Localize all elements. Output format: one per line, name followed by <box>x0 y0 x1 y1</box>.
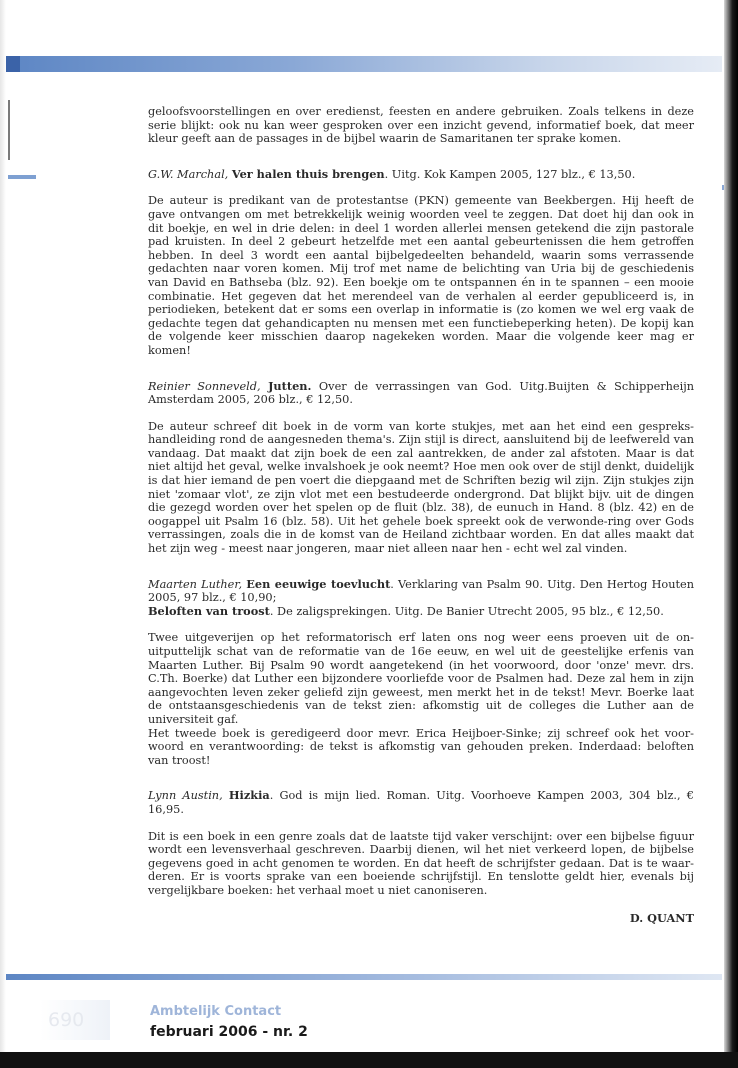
review-details: . Verklaring van Psalm 90. Uitg. Den Hertog Houten 2005, 97 blz., € 10,90; <box>148 577 694 605</box>
review-author: Maarten Luther, <box>148 577 243 591</box>
review-author: Lynn Austin, <box>148 789 223 803</box>
reviewer-signature: D. QUANT <box>629 910 694 925</box>
review-body-continued: Het tweede boek is geredigeerd door mevr. Erica Heijboer-Sinke; zij schreef ook het voor-woord en verantwoording: de tekst is afkomstig van gehouden preken. Inderdaad: beloften van troost! <box>148 726 694 767</box>
page-right-edge <box>724 0 738 1068</box>
review-reference <box>148 380 694 407</box>
margin-tab <box>8 175 36 179</box>
review-author: G.W. Marchal, <box>148 167 229 181</box>
review-title-second: Beloften van troost <box>148 603 270 618</box>
review-title: Jutten. <box>268 378 312 393</box>
journal-name: Ambtelijk Contact <box>150 1004 282 1019</box>
review-details: . Uitg. Kok Kampen 2005, 127 blz., € 13,50. <box>384 167 636 181</box>
review-body: De auteur is predikant van de protestantse (PKN) gemeente van Beekbergen. Hij heeft de gave ontvangen om met betrekkelijk weinig woorden veel te zeggen. Dat doet hij dan ook in dit boekje, en wel in drie delen: in deel 1 worden allerlei mensen getekend die zijn pastorale pad kruisten. In deel 2 gebeurt hetzelfde met een aantal gebeurtenissen die hem getroffen hebben. In deel 3 wordt een aantal bijbelgedeelten behandeld, waarin soms verrassende gedachten naar voren komen. Mij trof met name de belichting van Uria bij de geschiedenis van David en Bathseba (blz. 92). Een boekje om te ontspannen én in te spannen – een mooie combinatie. Het gegeven dat het merendeel van de verhalen al eerder gepubliceerd is, in periodieken, betekent dat er soms een overlap in informatie is (zo komen we wel erg vaak de gedachte tegen dat gehandicapten nu mensen met een functiebeperking heten). De kopij kan de volgende keer misschien daarop nagekeken worden. Maar die volgende keer mag er komen! <box>148 194 694 357</box>
review-title: Ver halen thuis brengen <box>231 166 385 181</box>
review-reference <box>148 168 694 182</box>
issue-info: februari 2006 - nr. 2 <box>150 1024 308 1040</box>
article-body <box>148 105 694 925</box>
review-title: Hizkia <box>228 788 270 803</box>
page-left-shadow <box>0 0 6 1052</box>
review-reference <box>148 789 694 816</box>
margin-tick <box>722 185 724 190</box>
header-color-bar <box>6 56 722 72</box>
page-number: 690 <box>40 1000 110 1040</box>
page-bottom-edge <box>0 1052 738 1068</box>
review-reference <box>148 578 694 605</box>
review-details: Over de verrassingen van God. Uitg.Buijten & Schipperheijn Amsterdam 2005, 206 blz., € 12,50. <box>148 379 695 407</box>
review-body: Dit is een boek in een genre zoals dat de laatste tijd vaker verschijnt: over een bijbelse figuur wordt een levensverhaal geschreven. Daarbij dienen, wil het niet verkeerd lopen, de bijbelse gegevens goed in acht genomen te worden. En dat heeft de schrijfster gedaan. Dat is te waar-deren. Er is voorts sprake van een boeiende schrijfstijl. En tenslotte geldt hier, evenals bij vergelijkbare boeken: het verhaal moet u niet canoniseren. <box>148 829 694 897</box>
review-details: . God is mijn lied. Roman. Uitg. Voorhoeve Kampen 2003, 304 blz., € 16,95. <box>148 789 694 816</box>
review-author: Reinier Sonneveld, <box>148 379 261 393</box>
review-details-second: . De zaligsprekingen. Uitg. De Banier Utrecht 2005, 95 blz., € 12,50. <box>269 604 664 618</box>
review-reference-second <box>148 605 694 619</box>
margin-mark <box>8 100 10 160</box>
intro-paragraph: geloofsvoorstellingen en over eredienst, feesten en andere gebruiken. Zoals telkens in deze serie blijkt: ook nu kan weer gesproken over een inzicht gevend, informatief boek, dat meer kleur geeft aan de passages in de bijbel waarin de Samaritanen ter sprake komen. <box>148 105 694 146</box>
header-color-bar-accent <box>6 56 20 72</box>
footer-color-rule <box>6 974 722 980</box>
review-body: Twee uitgeverijen op het reformatorisch erf laten ons nog weer eens proeven uit de on-uitputtelijk schat van de reformatie van de 16e eeuw, en wel uit de geestelijke erfenis van Maarten Luther. Bij Psalm 90 wordt aangetekend (in het voorwoord, door 'onze' mevr. drs. C.Th. Boerke) dat Luther een bijzondere voorliefde voor de Psalmen had. Deze zal hem in zijn aangevochten leven zeker geliefd zijn geweest, men merkt het in de tekst! Mevr. Boerke laat de ontstaansgeschiedenis van de tekst zien: afkomstig uit de colleges die Luther aan de universiteit gaf. <box>148 631 694 726</box>
review-body: De auteur schreef dit boek in de vorm van korte stukjes, met aan het eind een gespreks-handleiding rond de aangesneden thema's. Zijn stijl is direct, aansluitend bij de leefwereld van vandaag. Dat maakt dat zijn boek de een zal aantrekken, de ander zal afstoten. Maar is dat niet altijd het geval, welke invalshoek je ook neemt? Hoe men ook over de stijl denkt, duidelijk is dat hier iemand de pen voert die diepgaand met de Schriften bezig wil zijn. Zijn stukjes zijn niet 'zomaar vlot', ze zijn vlot met een bestudeerde ondergrond. Dat blijkt bijv. uit de dingen die gezegd worden over het spelen op de fluit (blz. 38), de eunuch in Hand. 8 (blz. 42) en de oogappel uit Psalm 16 (blz. 58). Uit het gehele boek spreekt ook de verwonde-ring over Gods verrassingen, zoals die in de komst van de Heiland zichtbaar worden. En dat alles maakt dat het zijn weg - meest naar jongeren, maar niet alleen naar hen - echt wel zal vinden. <box>148 419 694 556</box>
review-title: Een eeuwige toevlucht <box>246 576 391 591</box>
